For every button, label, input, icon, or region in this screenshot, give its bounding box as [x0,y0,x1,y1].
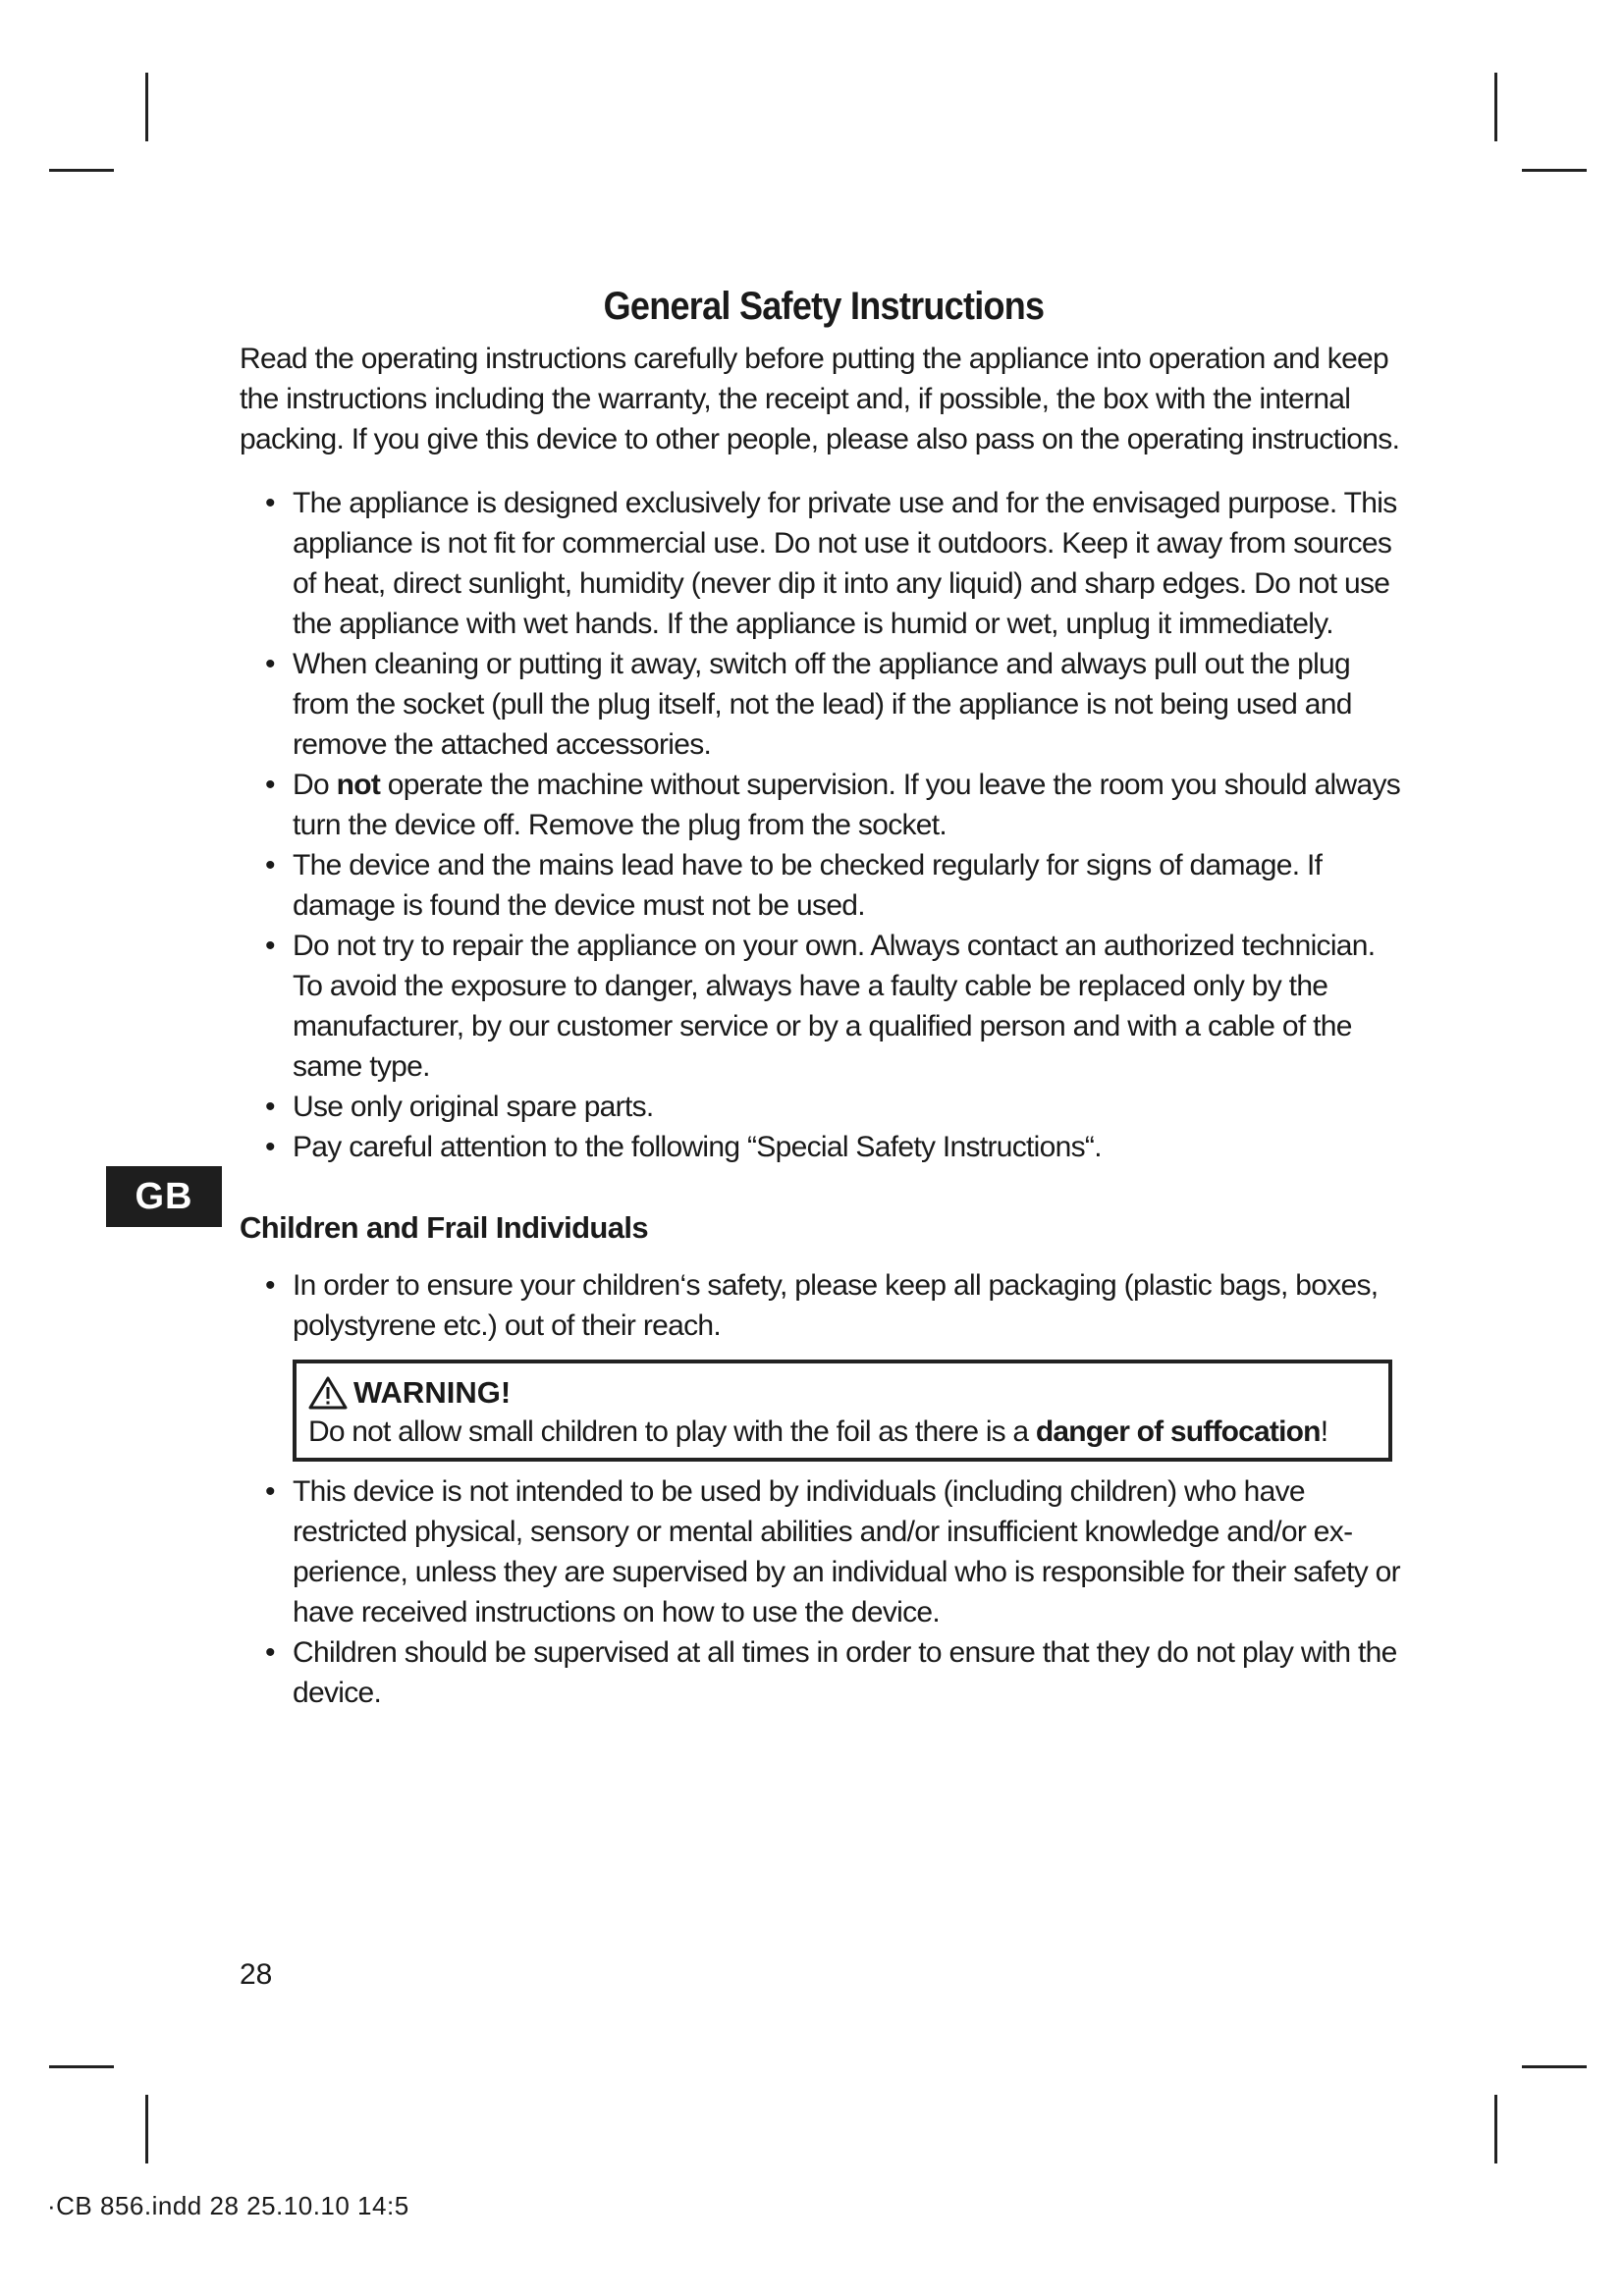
intro-paragraph: Read the operating instructions carefully before putting the appliance into operation and keep the instructions including the warranty, the receipt and, if possible, the box with the internal packing. If you give this device to other people, please also pass on the operating instructions. [240,343,1400,455]
bullet-icon: • [265,1131,275,1163]
list-item: • Do not try to repair the appliance on your own. Always contact an authorized technician. To avoid the exposure to danger, always have a faulty cable be replaced only by the manufacturer, by our customer service or by a qualified person and with a cable of the same type. [240,926,1408,1087]
list-item: • This device is not intended to be used by individuals (including children) who have restricted physical, sensory or mental abilities and/or insufficient knowledge and/or ex-perience, unless they are supervised by an individual who is responsible for their safety or have received instructions on how to use the device. [240,1471,1408,1632]
bullet-icon: • [265,648,275,680]
bullet-icon: • [265,487,275,519]
document-body [240,285,1408,1713]
crop-mark [1522,169,1587,172]
bullet-icon: • [265,849,275,881]
list-item: • When cleaning or putting it away, switch off the appliance and always pull out the plug from the socket (pull the plug itself, not the lead) if the appliance is not being used and remove the attached accessories. [240,644,1408,765]
list-item: • The appliance is designed exclusively for private use and for the envisaged purpose. This appliance is not fit for commercial use. Do not use it outdoors. Keep it away from sources of heat, direct sunlight, humidity (never dip it into any liquid) and sharp edges. Do not use the appliance with wet hands. If the appliance is humid or wet, unplug it immediately. [240,483,1408,644]
warning-text: Do not allow small children to play with the foil as there is a danger of suffocation! [308,1415,1328,1448]
crop-mark [49,2065,114,2068]
list-item: • The device and the mains lead have to be checked regularly for signs of damage. If damage is found the device must not be used. [240,845,1408,926]
list-item: • Pay careful attention to the following “Special Safety Instructions“. [240,1127,1408,1167]
children-safety-list-continued [240,1471,1408,1713]
bullet-icon: • [265,1269,275,1302]
crop-mark [145,2095,148,2163]
warning-title: WARNING! [353,1375,512,1410]
page-title: General Safety Instructions [603,285,1045,328]
list-item: • In order to ensure your children‘s safety, please keep all packaging (plastic bags, boxes, polystyrene etc.) out of their reach. [240,1265,1408,1346]
bullet-icon: • [265,930,275,962]
page-number: 28 [240,1958,273,1991]
list-item: • Use only original spare parts. [240,1087,1408,1127]
language-tab: GB [106,1166,222,1227]
warning-box [293,1360,1392,1462]
bullet-icon: • [265,1475,275,1508]
warning-triangle-icon [308,1376,348,1410]
section-heading-children: Children and Frail Individuals [240,1210,649,1245]
list-item: • Children should be supervised at all times in order to ensure that they do not play with the device. [240,1632,1408,1713]
list-item: • Do not operate the machine without supervision. If you leave the room you should always turn the device off. Remove the plug from the socket. [240,765,1408,845]
warning-emphasis: danger of suffocation [1035,1415,1321,1448]
print-slug: ·CB 856.indd 28 25.10.10 14:5 [47,2191,409,2220]
children-safety-list [240,1265,1408,1346]
bullet-icon: • [265,1636,275,1669]
general-safety-list [240,483,1408,1167]
bullet-icon: • [265,769,275,801]
crop-mark [1522,2065,1587,2068]
crop-mark [1494,73,1497,141]
crop-mark [145,73,148,141]
crop-mark [1494,2095,1497,2163]
crop-mark [49,169,114,172]
bullet-icon: • [265,1091,275,1123]
emphasis-not: not [336,769,381,801]
